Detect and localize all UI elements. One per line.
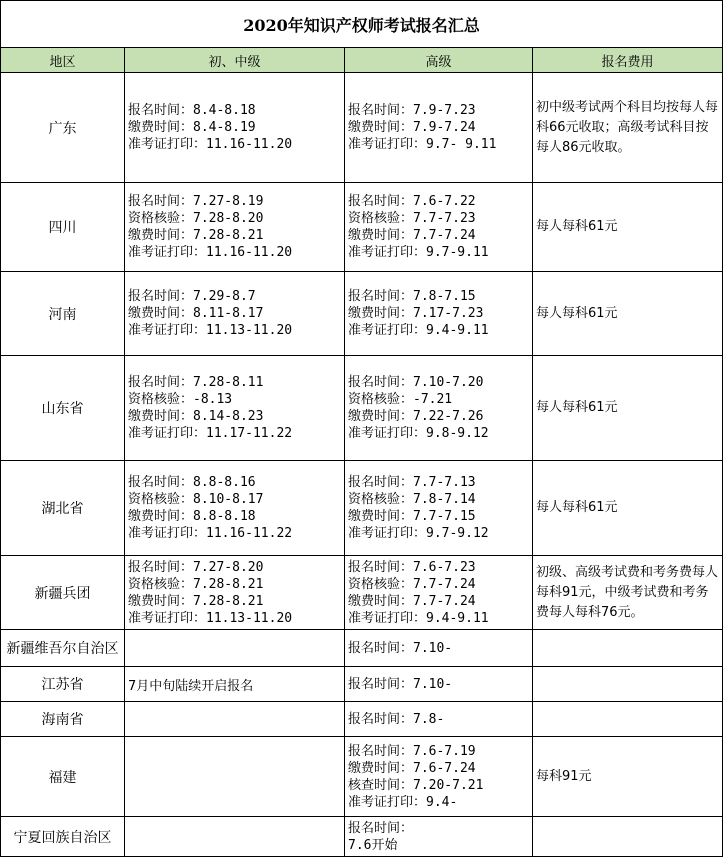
senior-line: 准考证打印：9.8-9.12 xyxy=(348,426,489,441)
junior-line: 缴费时间：8.8-8.18 xyxy=(128,509,256,524)
senior-line: 报名时间：7.10- xyxy=(348,676,453,692)
senior-line: 报名时间：7.10- xyxy=(348,640,453,656)
senior-line: 核查时间：7.20-7.21 xyxy=(348,777,484,793)
senior-line: 7.6开始 xyxy=(348,837,398,853)
senior-line: 缴费时间：7.6-7.24 xyxy=(348,760,476,776)
junior-cell xyxy=(125,73,345,183)
junior-cell: 7月中旬陆续开启报名 xyxy=(125,667,345,702)
fee-cell: 每人每科61元 xyxy=(533,461,723,556)
senior-cell xyxy=(345,461,533,556)
region-cell: 江苏省 xyxy=(1,667,125,702)
junior-line: 报名时间：8.8-8.16 xyxy=(128,475,256,490)
senior-cell xyxy=(345,183,533,272)
region-cell: 新疆兵团 xyxy=(1,556,125,630)
region-cell: 新疆维吾尔自治区 xyxy=(1,630,125,667)
senior-line: 资格核验：7.8-7.14 xyxy=(348,492,476,507)
region-cell: 湖北省 xyxy=(1,461,125,556)
senior-line: 资格核验：7.7-7.24 xyxy=(348,576,476,592)
region-cell: 广东 xyxy=(1,73,125,183)
header-fee: 报名费用 xyxy=(533,48,723,73)
junior-line: 缴费时间：7.28-8.21 xyxy=(128,228,264,243)
junior-line: 报名时间：7.27-8.19 xyxy=(128,194,264,209)
junior-line: 缴费时间：8.4-8.19 xyxy=(128,120,256,135)
header-senior: 高级 xyxy=(345,48,533,73)
fee-cell: 每人每科61元 xyxy=(533,183,723,272)
fee-cell xyxy=(533,817,723,857)
fee-cell: 初中级考试两个科目均按每人每科66元收取；高级考试科目按每人86元收取。 xyxy=(533,73,723,183)
junior-line: 准考证打印：11.13-11.20 xyxy=(128,323,293,338)
table-row xyxy=(1,73,723,183)
region-cell: 山东省 xyxy=(1,356,125,461)
junior-line: 资格核验：7.28-8.21 xyxy=(128,576,264,592)
table-row xyxy=(1,737,723,817)
table-row xyxy=(1,272,723,356)
fee-cell: 每科91元 xyxy=(533,737,723,817)
junior-cell xyxy=(125,817,345,857)
senior-cell xyxy=(345,73,533,183)
junior-line: 资格核验：-8.13 xyxy=(128,392,233,407)
junior-line: 准考证打印：11.17-11.22 xyxy=(128,426,293,441)
header-region: 地区 xyxy=(1,48,125,73)
junior-cell xyxy=(125,630,345,667)
senior-line: 报名时间： xyxy=(348,820,414,836)
senior-line: 报名时间：7.6-7.23 xyxy=(348,559,476,575)
senior-line: 报名时间：7.7-7.13 xyxy=(348,475,476,490)
region-cell: 海南省 xyxy=(1,702,125,737)
fee-cell: 每人每科61元 xyxy=(533,356,723,461)
junior-line: 缴费时间：8.14-8.23 xyxy=(128,409,264,424)
table-row xyxy=(1,667,723,702)
senior-cell xyxy=(345,817,533,857)
senior-cell xyxy=(345,737,533,817)
table-row xyxy=(1,183,723,272)
junior-cell xyxy=(125,702,345,737)
senior-line: 准考证打印：9.7- 9.11 xyxy=(348,137,497,152)
fee-cell xyxy=(533,630,723,667)
junior-cell xyxy=(125,737,345,817)
junior-line: 准考证打印：11.13-11.20 xyxy=(128,610,293,626)
fee-cell: 初级、高级考试费和考务费每人每科91元，中级考试费和考务费每人每科76元。 xyxy=(533,556,723,630)
junior-cell xyxy=(125,183,345,272)
region-cell: 宁夏回族自治区 xyxy=(1,817,125,857)
table-row xyxy=(1,461,723,556)
header-junior: 初、中级 xyxy=(125,48,345,73)
senior-cell xyxy=(345,356,533,461)
senior-line: 缴费时间：7.17-7.23 xyxy=(348,306,484,321)
senior-line: 缴费时间：7.7-7.15 xyxy=(348,509,476,524)
junior-line: 准考证打印：11.16-11.22 xyxy=(128,526,293,541)
junior-cell xyxy=(125,461,345,556)
junior-line: 报名时间：7.27-8.20 xyxy=(128,559,264,575)
senior-line: 报名时间：7.8- xyxy=(348,711,445,727)
junior-line: 准考证打印：11.16-11.20 xyxy=(128,137,293,152)
senior-line: 缴费时间：7.9-7.24 xyxy=(348,120,476,135)
region-cell: 河南 xyxy=(1,272,125,356)
senior-line: 报名时间：7.10-7.20 xyxy=(348,375,484,390)
senior-cell xyxy=(345,556,533,630)
junior-line: 报名时间：7.28-8.11 xyxy=(128,375,264,390)
junior-line: 缴费时间：8.11-8.17 xyxy=(128,306,264,321)
senior-line: 准考证打印：9.4-9.11 xyxy=(348,610,489,626)
fee-cell xyxy=(533,667,723,702)
junior-cell xyxy=(125,356,345,461)
senior-line: 准考证打印：9.4- xyxy=(348,794,458,810)
senior-cell xyxy=(345,630,533,667)
junior-line: 资格核验：8.10-8.17 xyxy=(128,492,264,507)
senior-line: 缴费时间：7.22-7.26 xyxy=(348,409,484,424)
junior-cell xyxy=(125,272,345,356)
table-row xyxy=(1,630,723,667)
senior-line: 报名时间：7.6-7.19 xyxy=(348,743,476,759)
senior-line: 报名时间：7.9-7.23 xyxy=(348,103,476,118)
senior-line: 资格核验：-7.21 xyxy=(348,392,453,407)
table-title: 2020年知识产权师考试报名汇总 xyxy=(1,1,723,48)
senior-line: 报名时间：7.8-7.15 xyxy=(348,289,476,304)
fee-cell: 每人每科61元 xyxy=(533,272,723,356)
junior-line: 缴费时间：7.28-8.21 xyxy=(128,593,264,609)
senior-line: 准考证打印：9.4-9.11 xyxy=(348,323,489,338)
table-row xyxy=(1,702,723,737)
junior-line: 准考证打印：11.16-11.20 xyxy=(128,245,293,260)
junior-cell xyxy=(125,556,345,630)
senior-line: 资格核验：7.7-7.23 xyxy=(348,211,476,226)
table-row xyxy=(1,817,723,857)
senior-line: 报名时间：7.6-7.22 xyxy=(348,194,476,209)
senior-cell xyxy=(345,667,533,702)
region-cell: 福建 xyxy=(1,737,125,817)
junior-line: 资格核验：7.28-8.20 xyxy=(128,211,264,226)
senior-line: 准考证打印：9.7-9.11 xyxy=(348,245,489,260)
senior-line: 准考证打印：9.7-9.12 xyxy=(348,526,489,541)
junior-line: 报名时间：7.29-8.7 xyxy=(128,289,256,304)
senior-cell xyxy=(345,702,533,737)
region-cell: 四川 xyxy=(1,183,125,272)
junior-line: 报名时间：8.4-8.18 xyxy=(128,103,256,118)
senior-cell xyxy=(345,272,533,356)
table-row xyxy=(1,556,723,630)
senior-line: 缴费时间：7.7-7.24 xyxy=(348,593,476,609)
header-row xyxy=(1,48,723,73)
table-row xyxy=(1,356,723,461)
senior-line: 缴费时间：7.7-7.24 xyxy=(348,228,476,243)
fee-cell xyxy=(533,702,723,737)
